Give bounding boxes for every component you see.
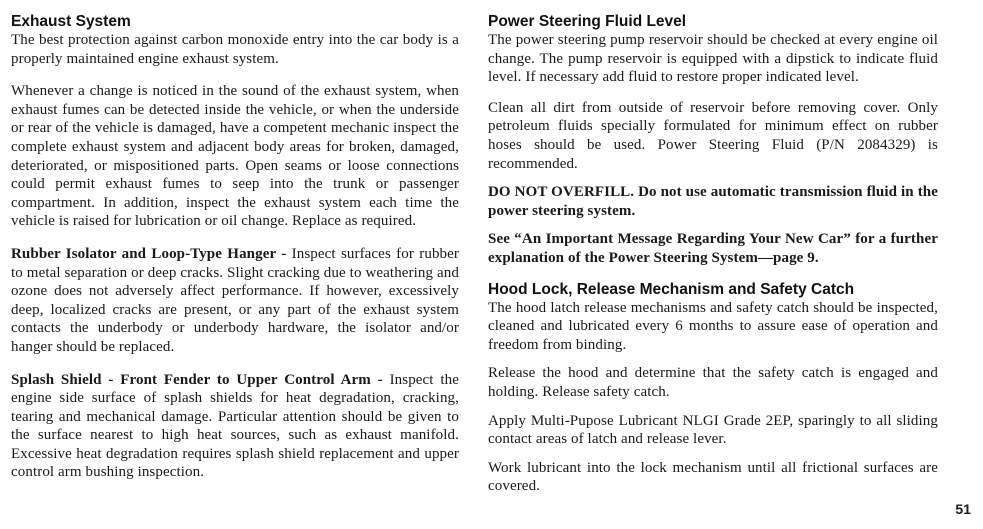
do-not-overfill-warning: DO NOT OVERFILL. Do not use automatic transmission fluid in the power steering system.	[488, 184, 938, 219]
hood-paragraph-2: Release the hood and determine that the safety catch is engaged and holding. Release safety catch.	[488, 365, 938, 400]
hood-paragraph-1: The hood latch release mechanisms and safety catch should be inspected, cleaned and lubricated every 6 months to assure ease of operation and freedom from binding.	[488, 299, 938, 353]
power-steering-heading: Power Steering Fluid Level	[488, 13, 687, 30]
page-number: 51	[955, 501, 971, 517]
hood-lock-heading: Hood Lock, Release Mechanism and Safety Catch	[488, 280, 855, 298]
rubber-isolator-lead: Rubber Isolator and Loop-Type Hanger -	[11, 245, 287, 262]
rubber-isolator-paragraph	[11, 245, 459, 357]
hood-paragraph-3: Apply Multi-Pupose Lubricant NLGI Grade 2EP, sparingly to all sliding contact areas of latch and release lever.	[488, 412, 938, 448]
left-column	[11, 12, 459, 482]
splash-shield-lead: Splash Shield - Front Fender to Upper Control Arm -	[11, 371, 383, 388]
exhaust-paragraph-2: Whenever a change is noticed in the sound of the exhaust system, when exhaust fumes can be detected inside the vehicle, or when the underside or rear of the vehicle is damaged, have a competent mechanic inspect the complete exhaust system and adjacent body areas for broken, damaged, deteriorated, or mispositioned parts. Open seams or loose connections could permit exhaust fumes to seep into the trunk or passenger compartment. In addition, inspect the exhaust system each time the vehicle is raised for lubrication or oil change. Replace as required.	[11, 83, 459, 230]
see-important-message-note: See “An Important Message Regarding Your New Car” for a further explanation of the Power Steering System—page 9.	[488, 231, 938, 266]
exhaust-paragraph-1: The best protection against carbon monoxide entry into the car body is a properly maintained engine exhaust system.	[11, 32, 459, 67]
splash-shield-paragraph	[11, 371, 459, 483]
splash-shield-text: Inspect the engine side surface of splash shields for heat degradation, cracking, tearing and mechanical damage. Particular attention should be given to the surface nearest to high heat sources, such as exhaust manifold. Excessive heat degradation requires splash shield replacement and upper control arm bushing inspection.	[11, 371, 459, 481]
power-steering-paragraph-1: The power steering pump reservoir should be checked at every engine oil change. The pump reservoir is equipped with a dipstick to indicate fluid level. If necessary add fluid to restore proper indicated level.	[488, 32, 938, 86]
power-steering-paragraph-2: Clean all dirt from outside of reservoir before removing cover. Only petroleum fluids specially formulated for minimum effect on rubber hoses should be used. Power Steering Fluid (P/N 2084329) is recommended.	[488, 99, 938, 172]
right-column	[488, 12, 938, 496]
hood-paragraph-4: Work lubricant into the lock mechanism until all frictional surfaces are covered.	[488, 459, 938, 495]
exhaust-system-heading: Exhaust System	[11, 13, 131, 30]
rubber-isolator-text: Inspect surfaces for rubber to metal separation or deep cracks. Slight cracking due to weathering and ozone does not adversely affect performance. If however, excessively deep, localized cracks are present, or any part of the exhaust system contacts the underbody or underbody hardware, the isolator and/or hanger should be replaced.	[11, 245, 459, 355]
